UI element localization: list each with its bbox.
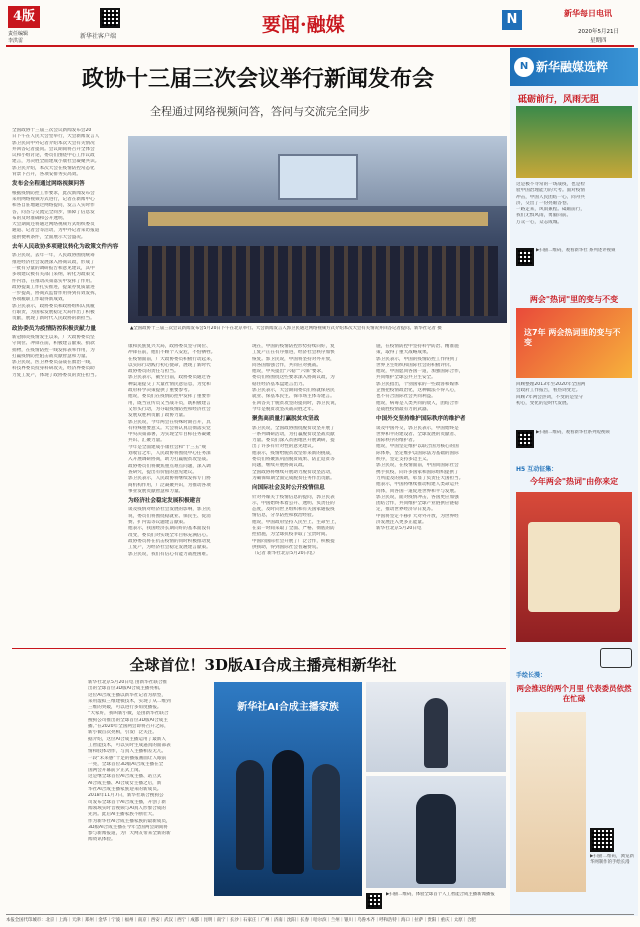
ai-anchor-video-title: 新华社AI合成主播家族 — [237, 702, 339, 713]
sidebar-item2-qr-code[interactable] — [516, 430, 534, 448]
second-headline: 全球首位！3D版AI合成主播亮相新华社 — [129, 656, 397, 674]
second-story-rule — [12, 648, 506, 649]
col3-subhead-1: 聚焦高质量打赢脱贫攻坚战 — [252, 416, 320, 423]
lead-headline: 政协十三届三次会议举行新闻发布会 — [81, 66, 434, 92]
col1-subhead-3: 政协委员为疫情防控积极贡献力量 — [12, 325, 96, 332]
sidebar-item1-qr-code[interactable] — [516, 248, 534, 266]
header-rule — [6, 45, 634, 47]
col2-subhead-1: 为经济社会稳定发展积极建言 — [128, 498, 201, 505]
page-header — [0, 0, 640, 46]
footer-print-cities: 本报全国代印城市：北京｜上海｜天津｜郑州｜金华｜宁波｜福州｜南京｜西安｜武汉｜西宁｜成都｜昆明｜南宁｜长沙｜石家庄｜广州｜济南｜沈阳｜长春｜哈尔滨｜兰州｜银川｜乌鲁木齐｜呼和浩特｜海口｜拉萨｜贵阳｜重庆｜太原｜合肥 — [6, 918, 476, 923]
anchor-3d-render-bottom — [366, 776, 506, 888]
stage-screen — [278, 154, 358, 200]
sidebar-item1-image[interactable] — [516, 106, 632, 178]
sidebar-item2-title: 两会"热词"里的变与不变 — [529, 295, 619, 304]
lead-column-1-text: 全国政协十三届三次会议新闻发布会20 日下午在人民大会堂举行，大会新闻发言人 郭卫民向中外记者介绍本次大会有关情况 并回答记者提问。会议期间将召开全体会 议和小组讨论，委员们围绕中心工作议政 建言，为决胜全面建成小康社会凝聚共识。 郭卫民介绍，本次大会在疫情防控常态化 背景下召开，各项安排务实高效。 发布会全程通过网络视频问答 根据疫情防控工作要求，此次新闻发布会 采用网络视频方式进行，记者在新闻中心 和各自驻地通过网络提问，发言人实时作 答，问答与交流完全同步，保障了信息发 布的及时准确和公开透明。 大会期间还将通过网络视频方式组织委员 通道、记者会等活动，为中外记者采访报道 提供便利条件，全面展示大会盛况。 去年人民政协多项建议转化为政策文件内容 郭卫民说，去年一年，人民政协围绕统筹 推进经济社会发展深入协商议政，形成了 一批有分量的调研报告和意见建议，其中 多项建议被有关部门采纳，转化为政策文 件内容，在推动决策落实中发挥了作用。 政协提案工作扎实推进，提案办复质量进 一步提高，协商式监督作用得到有效发挥， 各项履职工作取得新成效。 郭卫民表示，政协委员和政协组织认真履 行职责，为国家发展稳定大局作出了积极 贡献，展现了新时代人民政协的新担当。 政协委员为疫情防控积极贡献力量 新冠肺炎疫情发生以来，广大政协委员坚 守岗位、冲锋在前，积极建言献策、捐款 捐物，在疫情防控一线发挥表率作用，为 打赢疫情防控阻击战贡献智慧和力量。 郭卫民说，医卫界委员奋战在救治一线， 科技界委员投身科研攻关，经济界委员助 力复工复产，体现了政协委员的责任担当。 — [12, 128, 122, 644]
sidebar-item3-qr-caption: ▶扫描二维码，浏览新华网制作的手绘长漫 — [590, 854, 634, 865]
page-number-badge: 4版 — [8, 6, 40, 28]
sidebar-item2-image[interactable] — [516, 308, 632, 378]
sidebar-logo-icon: N — [514, 57, 534, 77]
sidebar-item3-image[interactable] — [516, 712, 586, 892]
sidebar — [510, 48, 638, 916]
sidebar-h5-phone-icon — [600, 648, 632, 668]
anchor-figure-left — [236, 760, 264, 870]
sidebar-item2-text: 回顾整理2013年至2020年全国两 会政府工作报告，看热词变迁。 回顾7年两会热词，不变的是坚守 初心，变化的是时代发展。 — [516, 382, 586, 406]
anchor-figure-right — [312, 764, 340, 870]
sidebar-item2-image-text: 这7年 两会热词里的变与不变 — [524, 328, 621, 347]
lead-column-3-text: 现在，中国的疫情防控形势持续向好，复 工复产正在有序推进，经济社会秩序加快 恢复。郭卫民说，中国将坚持对外开放， 同各国加强合作，共同应对挑战。 他说，中央提出“六稳”“六保”要求， 委员们将围绕这些要求深入协商议政，为 稳住经济基本盘建言出力。 郭卫民表示，大会期间委员们将就保居民 就业、保基本民生、保市场主体等建言。 在回答关于脱贫攻坚的提问时，郭卫民说， 今年是脱贫攻坚决战决胜之年。 聚焦高质量打赢脱贫攻坚战 郭卫民说，全国政协围绕脱贫攻坚开展了 一系列调研活动，为打赢脱贫攻坚战贡献 力量。委员们深入贫困地区开展调研，提 出了许多有针对性的意见建议。 他表示，疫情给脱贫攻坚带来新的挑战， 委员们将聚焦巩固脱贫成果、防止返贫等 问题，继续开展协商议政。 全国政协将继续开展助力脱贫攻坚活动， 为确保如期全面完成脱贫任务作出贡献。 向国际社会及时公开疫情信息 针对外媒关于疫情信息的提问，郭卫民表 示，中国始终本着公开、透明、负责任的 态度，及时向世卫组织和有关国家通报疫 情信息，分享防控和救治经验。 他说，中国政府坚持人民至上、生命至上， 在第一时间采取了全面、严格、彻底的防 控措施，为全球抗疫争取了宝贵时间。 中国同国际社会开展了广泛合作，积极提 供援助，得到国际社会普遍赞赏。 （记者 新华社北京5月20日电） — [252, 344, 370, 644]
section-title: 要闻·融媒 — [262, 14, 345, 36]
sidebar-item3-title: 两会推迟的两个月里 代表委员依然在忙碌 — [516, 684, 632, 703]
lead-subhead: 全程通过网络视频问答，答问与交流完全同步 — [150, 105, 370, 118]
col4-subhead-1: 中国外交坚持维护国际秩序的维护者 — [376, 416, 466, 423]
sidebar-item2-qr-caption: ▶扫描二维码，观看新华社系列短视频 — [536, 430, 610, 435]
anchor-figure-center — [272, 750, 304, 874]
anchor-3d-render-top — [366, 682, 506, 772]
paper-name: 新华每日电讯 — [564, 8, 612, 18]
lead-column-4-text: 施，在疫情防控中坚持科学防治、精准施 策，取得了重大战略成果。 郭卫民表示，中国的疫情防控工作得到了 世界卫生组织和国际社会的积极评价。 他说，中国愿同各国一道，加强国际合作， 共同维护全球公共卫生安全。 郭卫民指出，个别国家的一些政客和媒体 企图把疫情政治化，这种做法不得人心， 也不符合国际社会共同利益。 他说，病毒是人类共同的敌人，团结合作 是战胜疫情最有力的武器。 中国外交坚持维护国际秩序的维护者 谈及中国外交，郭卫民表示，中国始终是 世界和平的建设者、全球发展的贡献者、 国际秩序的维护者。 他说，中国坚定维护以联合国为核心的国 际体系，坚定维护以国际法为基础的国际 秩序，坚定支持多边主义。 郭卫民说，在疫情面前，中国同国际社会 携手抗疫，向许多国家和国际组织提供了 力所能及的援助，彰显了负责任大国担当。 他表示，中国将继续推动构建人类命运共 同体，同各国一道促进世界和平与发展。 郭卫民说，面对疫情冲击，各国更应加强 团结合作，共同维护全球产业链供应链稳 定，推动世界经济早日复苏。 中国将坚定不移扩大对外开放，为世界经 济发展注入更多正能量。 新华社北京5月20日电 — [376, 344, 504, 644]
footer-rule — [6, 914, 634, 915]
app-qr-code[interactable] — [100, 8, 120, 28]
sidebar-title: 新华融媒选粹 — [536, 60, 609, 74]
sidebar-h5-tag: H5 互动征集： — [516, 466, 558, 473]
editor-name: 李洪雷 — [8, 38, 24, 44]
sidebar-item1-title: 砥砺前行，风雨无阻 — [518, 95, 600, 105]
second-story-text: 新华社北京5月20日电 由新华社联合推 出的全球首位3D版AI合成主播亮相。 这位AI合成主播以新华社记者为原型， 采用虚拟三维建模技术，实现了从二维到 三维的突破，可以进行多角度播报。 “大家好，我叫新小微，是由新华社联合 搜狗公司推出的全球首位3D版AI合成主 播。”在2020年全国两会即将召开之际， 新小微首次亮相，引发广泛关注。 据介绍，这位AI合成主播运用了最新人 工智能技术，可以实时生成逼真的面部表 情和肢体动作，与真人主播相差无几。 一段“未来感”十足的播报画面让人眼前 一亮，全球首位3D版AI合成主播在全 国两会开幕前夕正式上岗。 这是继全球首位AI合成主播、站立式 AI合成主播、AI合成女主播之后，新 华社AI合成主播家族迎来的新成员。 2018年11月7日，新华社联合搜狗公 司发布全球首个AI合成主播，开创了新 闻领域实时音视频与AI真人形象合成的 先河。此后AI主播家族不断壮大。 作为新华社AI合成主播家族的最新成员， 3D版AI合成主播在今年全国两会期间将 参与新闻报道，为广大网友带来全新的新 闻资讯体验。 — [88, 680, 171, 843]
col1-subhead-2: 去年人民政协多项建议转化为政策文件内容 — [12, 244, 119, 251]
sidebar-header — [510, 48, 638, 86]
col1-subhead-1: 发布会全程通过网络视频问答 — [12, 181, 85, 188]
weekday: 星期四 — [590, 38, 607, 44]
sidebar-item3-tag: 手绘长漫： — [516, 672, 547, 679]
lead-photo-caption: ▲全国政协十三届三次会议新闻发布会5月20日下午在北京举行。大会新闻发言人郭卫民通过网络视频方式介绍本次大会有关情况并回答记者提问。新华社记者 摄 — [130, 326, 442, 331]
sidebar-item1-text: 这是极不寻常的一场战疫，也是检 验中国治理能力的大考。面对疫情 冲击，中国人民团结一心、同舟共 济，交出了一份亮眼答卷。 一路走来，风雨兼程。砥砺前行， 我们无惧风雨，勇毅向前。 万众一心，众志成城。 — [516, 182, 585, 225]
sidebar-item3-qr-code[interactable] — [590, 828, 614, 852]
press-conference-photo — [128, 136, 507, 323]
issue-date: 2020年5月21日 — [578, 29, 619, 35]
newspaper-logo-icon: N — [502, 10, 522, 30]
col3-subhead-2: 向国际社会及时公开疫情信息 — [252, 485, 325, 492]
lead-column-2-text: 康和民族复兴大局，政协委员坚守岗位、 冲锋在前，他们不顾个人安危，不怕牺牲。 在疫情面前，广大政协委员积极行动起来， 以实际行动践行初心使命，展现了新时代 政协委员的责任与担当。 郭卫民表示，截至目前，政协委员通过各 种渠道提交了大量社情民意信息，为党和 政府科学决策提供了重要参考。 他说，委员们在疫情防控中发挥了重要作 用，既当宣传员又当战斗员，既积极建言 又带头行动，为夺取疫情防控和经济社会 发展双胜利贡献了政协力量。 郭卫民说，今年两会在特殊时期召开，具 有特殊重要意义。大会将认真贯彻落实党 中央决策部署，为实现全年目标任务凝聚 共识、汇聚力量。 今年是全面建成小康社会和“十三五”规 划收官之年，人民政协将围绕中心任务深 入开展调研协商，助力打赢脱贫攻坚战。 政协委员们将聚焦重点难点问题，深入调 查研究，提出有价值的意见建议。 郭卫民表示，人民政协将继续发挥专门协 商机构作用，广泛凝聚共识，为推动各项 事业发展贡献智慧和力量。 为经济社会稳定发展积极建言 谈及疫情对经济社会发展的影响，郭卫民 说，委员们将围绕稳就业、保民生、促消 费、扩内需等议题建言献策。 他表示，我国经济长期向好的基本面没有 改变，委员们对实现全年目标充满信心。 政协委员将在抗击疫情的同时积极推动复 工复产，为经济社会稳定发展建言献策。 郭卫民说，我们有信心有能力战胜困难。 — [128, 344, 246, 644]
ai-anchor-video-still[interactable] — [214, 682, 362, 896]
editor-label: 责任编辑 — [8, 31, 29, 37]
second-photo-caption: ▶扫描二维码，体验全球首个人工智能合成主播新闻播报 — [386, 892, 495, 897]
app-label: 新华社客户端 — [80, 33, 117, 40]
sidebar-item1-qr-caption: ▶扫描二维码，观看新华社 系列述评视频 — [536, 248, 616, 253]
second-story-qr-code[interactable] — [366, 893, 382, 909]
sidebar-h5-title: 今年两会"热词"由你来定 — [529, 477, 619, 486]
sidebar-h5-image[interactable] — [516, 492, 632, 642]
